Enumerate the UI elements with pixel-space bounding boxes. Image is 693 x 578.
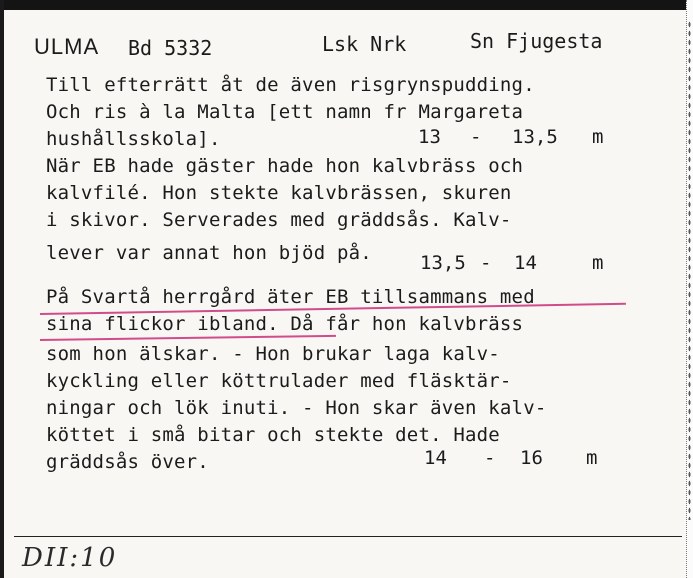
text-line-4: När EB hade gäster hade hon kalvbräss och — [46, 155, 524, 177]
text-line-9: sina flickor ibland. Då får hon kalvbräss — [46, 313, 524, 335]
text-line-6: i skivor. Serverades med gräddsås. Kalv- — [46, 209, 512, 231]
scan-border-left — [0, 0, 4, 578]
handwritten-reference: DII:10 — [22, 543, 118, 573]
text-line-3: hushållsskola]. — [46, 128, 221, 150]
text-line-12: ningar och lök inuti. - Hon skar även kalv- — [46, 397, 547, 419]
text-line-14: gräddsås över. — [46, 451, 209, 473]
archive-code: ULMA — [34, 34, 100, 59]
scan-border-right — [686, 0, 693, 578]
range-1-unit: m — [592, 126, 604, 148]
scan-border-top — [0, 0, 693, 10]
range-1-dash: - — [470, 126, 482, 148]
range-2-dash: - — [480, 252, 492, 274]
range-2-to: 14 — [514, 252, 537, 274]
region-code: Lsk Nrk — [322, 32, 407, 56]
text-line-8: På Svartå herrgård äter EB tillsammans med — [46, 286, 535, 308]
range-1-to: 13,5 — [512, 126, 558, 148]
text-line-7: lever var annat hon bjöd på. — [46, 242, 372, 264]
range-3-unit: m — [586, 447, 598, 469]
range-2-from: 13,5 — [420, 252, 466, 274]
parish-name: Sn Fjugesta — [470, 29, 603, 53]
range-3-to: 16 — [520, 447, 543, 469]
range-3-from: 14 — [424, 447, 447, 469]
pink-underline-2 — [40, 335, 336, 341]
text-line-10: som hon älskar. - Hon brukar laga kalv- — [46, 343, 500, 365]
text-line-1: Till efterrätt åt de även risgrynspudding. — [46, 74, 535, 96]
range-1-from: 13 — [418, 126, 441, 148]
text-line-11: kyckling eller köttrulader med fläsktär- — [46, 370, 512, 392]
bottom-divider — [14, 536, 682, 537]
range-2-unit: m — [592, 252, 604, 274]
volume-number: Bd 5332 — [128, 36, 213, 60]
text-line-5: kalvfilé. Hon stekte kalvbrässen, skuren — [46, 182, 512, 204]
text-line-13: köttet i små bitar och stekte det. Hade — [46, 424, 500, 446]
range-3-dash: - — [484, 447, 496, 469]
text-line-2: Och ris à la Malta [ett namn fr Margareta — [46, 101, 524, 123]
